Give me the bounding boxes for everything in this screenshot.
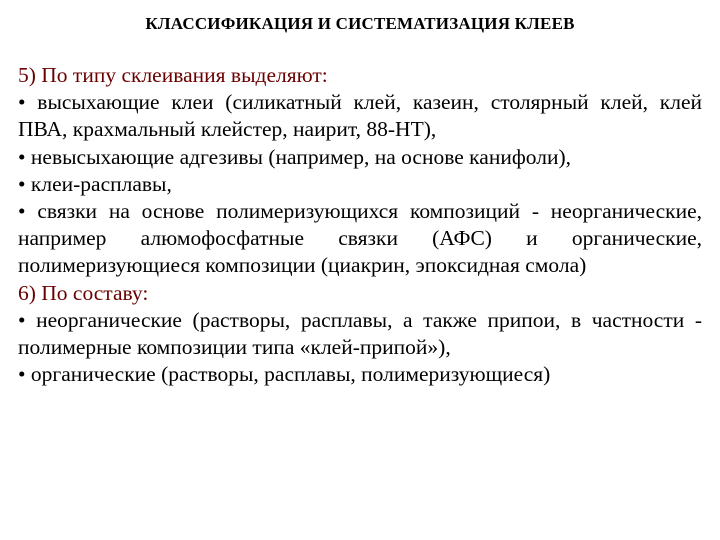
- section-5-item-3-text: клеи-расплавы,: [30, 171, 172, 196]
- bullet-icon: •: [18, 307, 26, 332]
- section-5-item-1: [18, 89, 702, 143]
- bullet-icon: •: [18, 362, 26, 387]
- section-6-item-2: [18, 361, 702, 388]
- section-6-item-2-text: органические (растворы, расплавы, полимеризующиеся): [30, 362, 551, 387]
- section-5-item-4: [18, 198, 702, 280]
- bullet-icon: •: [18, 90, 26, 115]
- section-6-item-1: [18, 307, 702, 361]
- bullet-icon: •: [18, 171, 26, 196]
- bullet-icon: •: [18, 199, 26, 224]
- section-6-item-1-text: неорганические (растворы, расплавы, а также припои, в частности - полимерные композиции типа «клей-припой»),: [18, 307, 702, 360]
- section-6-heading: 6) По составу:: [18, 280, 149, 305]
- section-5-item-1-text: высыхающие клеи (силикатный клей, казеин, столярный клей, клей ПВА, крахмальный клейстер, наирит, 88-НТ),: [18, 90, 702, 142]
- bullet-icon: •: [18, 144, 26, 169]
- section-5-item-2-text: невысыхающие адгезивы (например, на основе канифоли),: [30, 144, 572, 169]
- slide-content: [18, 62, 702, 388]
- slide-title: КЛАССИФИКАЦИЯ И СИСТЕМАТИЗАЦИЯ КЛЕЕВ: [145, 14, 575, 33]
- section-5-heading: 5) По типу склеивания выделяют:: [18, 63, 328, 87]
- section-5-item-2: [18, 144, 702, 171]
- section-5-item-3: [18, 171, 702, 198]
- section-5-item-4-text: связки на основе полимеризующихся композиций - неорганические, например алюмофосфатные связки (АФС) и органические, полимеризующиеся композиции (циакрин, эпоксидная смола): [18, 199, 702, 278]
